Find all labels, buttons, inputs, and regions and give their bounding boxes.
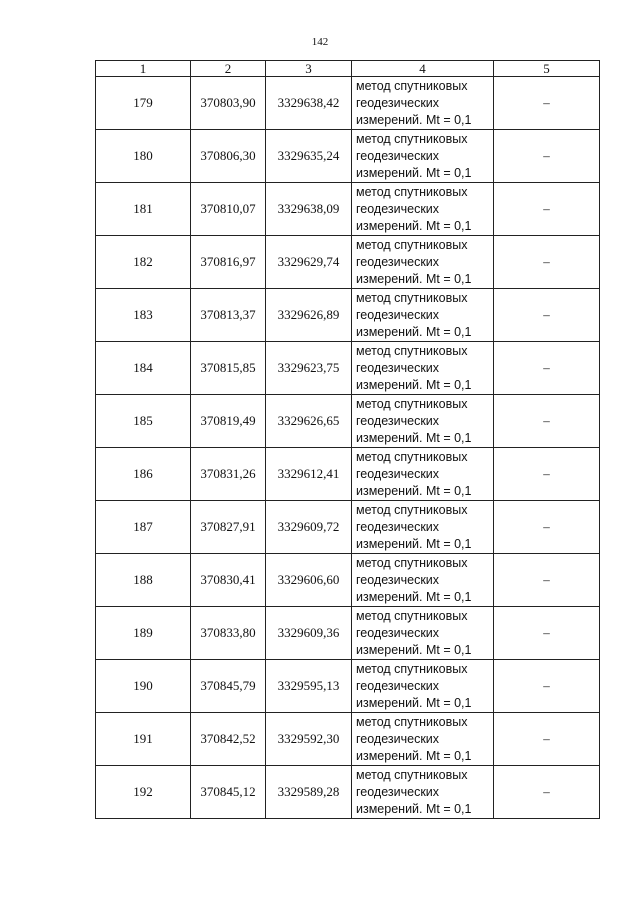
point-number-cell: 187 — [96, 501, 191, 554]
column-header-3: 3 — [266, 61, 352, 77]
point-number-cell: 191 — [96, 713, 191, 766]
note-cell: – — [494, 713, 600, 766]
method-line: геодезических — [356, 201, 440, 216]
point-number-cell: 183 — [96, 289, 191, 342]
method-line: измерений. Mt = 0,1 — [356, 589, 472, 604]
method-line: геодезических — [356, 519, 440, 534]
method-cell — [352, 395, 494, 448]
table-row — [96, 766, 600, 819]
method-line: измерений. Mt = 0,1 — [356, 112, 472, 127]
table-row — [96, 554, 600, 607]
method-line: метод спутниковых — [356, 449, 468, 464]
method-cell — [352, 713, 494, 766]
method-line: метод спутниковых — [356, 343, 468, 358]
method-cell — [352, 77, 494, 130]
method-line: измерений. Mt = 0,1 — [356, 801, 472, 816]
y-coordinate-cell: 3329592,30 — [266, 713, 352, 766]
method-line: геодезических — [356, 625, 440, 640]
note-cell: – — [494, 607, 600, 660]
method-line: измерений. Mt = 0,1 — [356, 536, 472, 551]
note-cell: – — [494, 342, 600, 395]
method-cell — [352, 501, 494, 554]
point-number-cell: 186 — [96, 448, 191, 501]
table-row — [96, 77, 600, 130]
point-number-cell: 188 — [96, 554, 191, 607]
method-line: геодезических — [356, 572, 440, 587]
note-cell: – — [494, 130, 600, 183]
method-line: измерений. Mt = 0,1 — [356, 483, 472, 498]
y-coordinate-cell: 3329609,72 — [266, 501, 352, 554]
point-number-cell: 181 — [96, 183, 191, 236]
x-coordinate-cell: 370845,12 — [191, 766, 266, 819]
x-coordinate-cell: 370831,26 — [191, 448, 266, 501]
method-line: метод спутниковых — [356, 290, 468, 305]
x-coordinate-cell: 370833,80 — [191, 607, 266, 660]
column-header-5: 5 — [494, 61, 600, 77]
column-header-1: 1 — [96, 61, 191, 77]
column-header-2: 2 — [191, 61, 266, 77]
method-line: измерений. Mt = 0,1 — [356, 218, 472, 233]
note-cell: – — [494, 554, 600, 607]
method-line: измерений. Mt = 0,1 — [356, 430, 472, 445]
method-line: геодезических — [356, 413, 440, 428]
note-cell: – — [494, 77, 600, 130]
x-coordinate-cell: 370819,49 — [191, 395, 266, 448]
method-line: измерений. Mt = 0,1 — [356, 324, 472, 339]
point-number-cell: 185 — [96, 395, 191, 448]
table-row — [96, 660, 600, 713]
table-row — [96, 236, 600, 289]
method-line: геодезических — [356, 307, 440, 322]
method-line: метод спутниковых — [356, 714, 468, 729]
point-number-cell: 189 — [96, 607, 191, 660]
y-coordinate-cell: 3329609,36 — [266, 607, 352, 660]
x-coordinate-cell: 370815,85 — [191, 342, 266, 395]
method-cell — [352, 660, 494, 713]
method-line: геодезических — [356, 784, 440, 799]
method-cell — [352, 607, 494, 660]
method-line: метод спутниковых — [356, 237, 468, 252]
method-cell — [352, 130, 494, 183]
method-line: геодезических — [356, 678, 440, 693]
y-coordinate-cell: 3329623,75 — [266, 342, 352, 395]
y-coordinate-cell: 3329638,42 — [266, 77, 352, 130]
point-number-cell: 182 — [96, 236, 191, 289]
method-line: измерений. Mt = 0,1 — [356, 165, 472, 180]
table-row — [96, 130, 600, 183]
method-line: измерений. Mt = 0,1 — [356, 748, 472, 763]
table-row — [96, 289, 600, 342]
method-line: геодезических — [356, 731, 440, 746]
method-line: метод спутниковых — [356, 555, 468, 570]
method-line: метод спутниковых — [356, 396, 468, 411]
y-coordinate-cell: 3329638,09 — [266, 183, 352, 236]
x-coordinate-cell: 370803,90 — [191, 77, 266, 130]
method-line: измерений. Mt = 0,1 — [356, 271, 472, 286]
table-header-row — [96, 61, 600, 77]
method-line: метод спутниковых — [356, 767, 468, 782]
table-row — [96, 183, 600, 236]
x-coordinate-cell: 370830,41 — [191, 554, 266, 607]
point-number-cell: 184 — [96, 342, 191, 395]
method-line: метод спутниковых — [356, 78, 468, 93]
note-cell: – — [494, 289, 600, 342]
table-body — [96, 77, 600, 819]
table-row — [96, 713, 600, 766]
note-cell: – — [494, 660, 600, 713]
method-line: метод спутниковых — [356, 184, 468, 199]
y-coordinate-cell: 3329589,28 — [266, 766, 352, 819]
y-coordinate-cell: 3329612,41 — [266, 448, 352, 501]
note-cell: – — [494, 183, 600, 236]
y-coordinate-cell: 3329626,89 — [266, 289, 352, 342]
method-cell — [352, 766, 494, 819]
note-cell: – — [494, 766, 600, 819]
method-line: геодезических — [356, 148, 440, 163]
point-number-cell: 179 — [96, 77, 191, 130]
method-line: метод спутниковых — [356, 502, 468, 517]
x-coordinate-cell: 370842,52 — [191, 713, 266, 766]
note-cell: – — [494, 448, 600, 501]
note-cell: – — [494, 395, 600, 448]
x-coordinate-cell: 370806,30 — [191, 130, 266, 183]
method-line: геодезических — [356, 466, 440, 481]
x-coordinate-cell: 370827,91 — [191, 501, 266, 554]
point-number-cell: 180 — [96, 130, 191, 183]
x-coordinate-cell: 370816,97 — [191, 236, 266, 289]
method-line: измерений. Mt = 0,1 — [356, 642, 472, 657]
point-number-cell: 190 — [96, 660, 191, 713]
table-row — [96, 342, 600, 395]
method-line: геодезических — [356, 360, 440, 375]
method-line: метод спутниковых — [356, 131, 468, 146]
method-cell — [352, 236, 494, 289]
table-row — [96, 607, 600, 660]
method-cell — [352, 448, 494, 501]
table-row — [96, 501, 600, 554]
note-cell: – — [494, 236, 600, 289]
x-coordinate-cell: 370813,37 — [191, 289, 266, 342]
method-cell — [352, 554, 494, 607]
method-cell — [352, 342, 494, 395]
page-number: 142 — [311, 36, 329, 48]
table-row — [96, 395, 600, 448]
y-coordinate-cell: 3329635,24 — [266, 130, 352, 183]
y-coordinate-cell: 3329595,13 — [266, 660, 352, 713]
method-cell — [352, 183, 494, 236]
method-line: геодезических — [356, 254, 440, 269]
table-row — [96, 448, 600, 501]
y-coordinate-cell: 3329629,74 — [266, 236, 352, 289]
method-line: измерений. Mt = 0,1 — [356, 695, 472, 710]
method-line: метод спутниковых — [356, 608, 468, 623]
method-line: метод спутниковых — [356, 661, 468, 676]
note-cell: – — [494, 501, 600, 554]
method-line: измерений. Mt = 0,1 — [356, 377, 472, 392]
method-line: геодезических — [356, 95, 440, 110]
x-coordinate-cell: 370810,07 — [191, 183, 266, 236]
y-coordinate-cell: 3329606,60 — [266, 554, 352, 607]
column-header-4: 4 — [352, 61, 494, 77]
x-coordinate-cell: 370845,79 — [191, 660, 266, 713]
y-coordinate-cell: 3329626,65 — [266, 395, 352, 448]
method-cell — [352, 289, 494, 342]
point-number-cell: 192 — [96, 766, 191, 819]
coordinates-table — [95, 60, 600, 819]
